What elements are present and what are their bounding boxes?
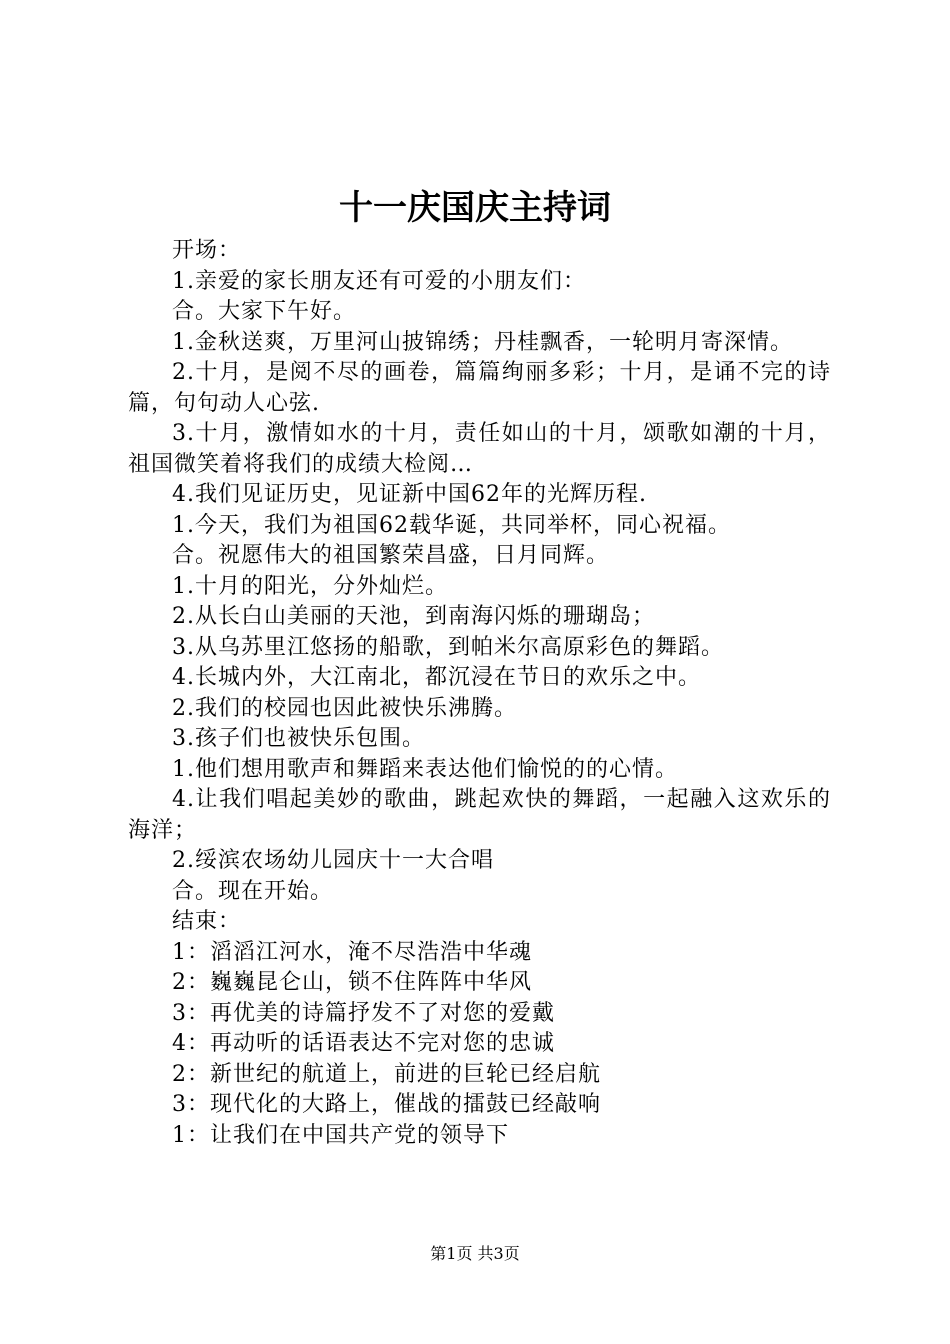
paragraph: 1：滔滔江河水，淹不尽浩浩中华魂 <box>172 939 532 965</box>
paragraph: 3：现代化的大路上，催战的擂鼓已经敲响 <box>172 1092 601 1117</box>
paragraph: 4.让我们唱起美妙的歌曲，跳起欢快的舞蹈，一起融入这欢乐的海洋； <box>128 787 831 843</box>
paragraph: 1.十月的阳光，分外灿烂。 <box>172 573 448 599</box>
paragraph: 4.我们见证历史，见证新中国62年的光辉历程. <box>172 482 647 507</box>
paragraph: 2：巍巍昆仑山，锁不住阵阵中华风 <box>172 970 532 995</box>
paragraph: 4.长城内外，大江南北，都沉浸在节日的欢乐之中。 <box>172 665 701 690</box>
paragraph: 3.从乌苏里江悠扬的船歌，到帕米尔高原彩色的舞蹈。 <box>172 634 724 660</box>
paragraph: 合。现在开始。 <box>172 878 334 904</box>
paragraph: 1.金秋送爽，万里河山披锦绣；丹桂飘香，一轮明月寄深情。 <box>172 329 793 355</box>
page-title: 十一庆国庆主持词 <box>339 188 611 228</box>
paragraph: 合。大家下午好。 <box>172 299 357 324</box>
page-footer: 第1页 共3页 <box>430 1244 520 1263</box>
paragraph: 2.从长白山美丽的天池，到南海闪烁的珊瑚岛； <box>172 604 655 629</box>
paragraph: 4：再动听的话语表达不完对您的忠诚 <box>172 1031 555 1056</box>
paragraph: 1.亲爱的家长朋友还有可爱的小朋友们： <box>172 268 586 294</box>
paragraph: 2.十月，是阅不尽的画卷，篇篇绚丽多彩；十月，是诵不完的诗篇，句句动人心弦. <box>128 360 831 416</box>
document-body <box>128 236 831 1151</box>
paragraph: 2：新世纪的航道上，前进的巨轮已经启航 <box>172 1061 601 1087</box>
paragraph: 2.我们的校园也因此被快乐沸腾。 <box>172 695 517 721</box>
paragraph: 开场： <box>172 238 242 263</box>
paragraph: 3.孩子们也被快乐包围。 <box>172 726 425 751</box>
paragraph: 合。祝愿伟大的祖国繁荣昌盛，日月同辉。 <box>172 543 610 568</box>
paragraph: 3.十月，激情如水的十月，责任如山的十月，颂歌如潮的十月，祖国微笑着将我们的成绩大检阅… <box>128 421 831 477</box>
paragraph: 2.绥滨农场幼儿园庆十一大合唱 <box>172 848 494 873</box>
paragraph: 3：再优美的诗篇抒发不了对您的爱戴 <box>172 1000 555 1026</box>
paragraph: 1：让我们在中国共产党的领导下 <box>172 1122 509 1148</box>
paragraph: 1.今天，我们为祖国62载华诞，共同举杯，同心祝福。 <box>172 512 731 538</box>
paragraph: 1.他们想用歌声和舞蹈来表达他们愉悦的的心情。 <box>172 756 678 782</box>
paragraph: 结束： <box>172 909 242 934</box>
